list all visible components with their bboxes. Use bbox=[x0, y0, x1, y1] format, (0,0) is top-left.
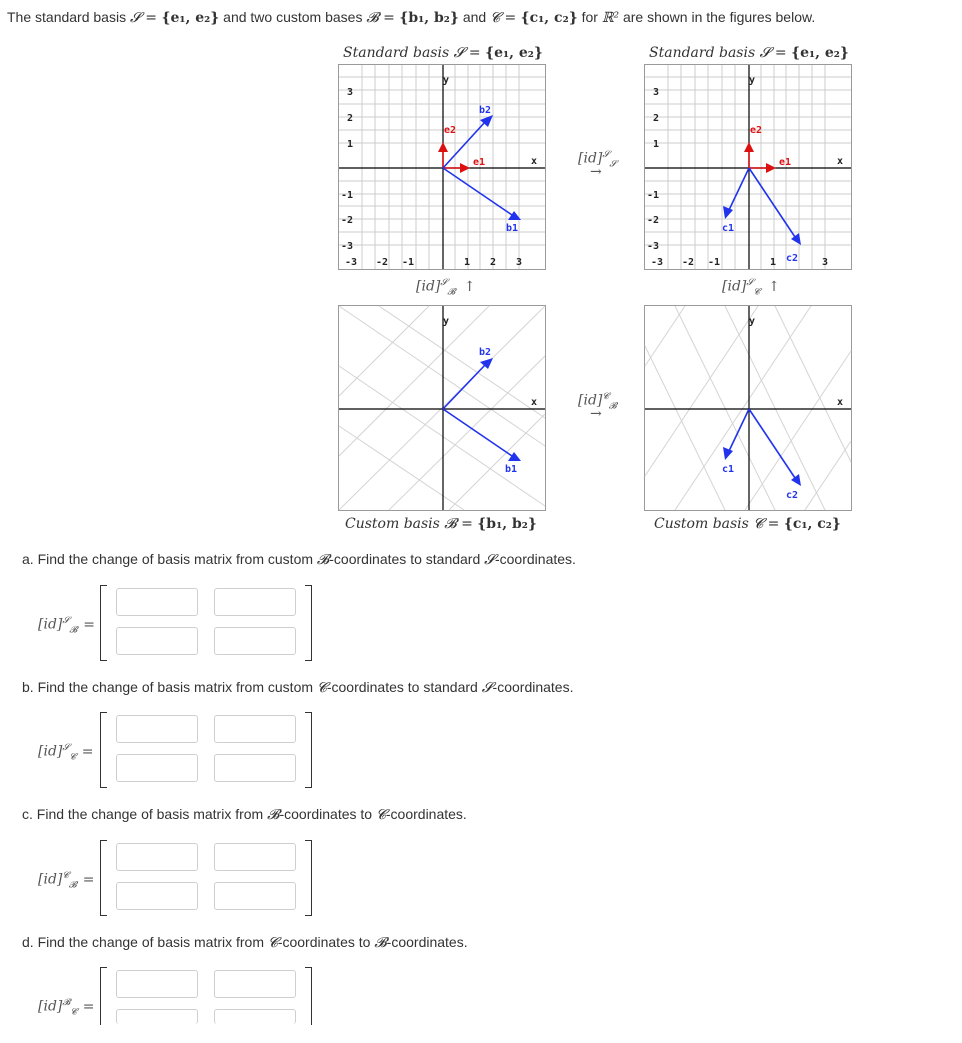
tick-label: 3 bbox=[653, 87, 660, 98]
matrix-d-cell-22[interactable] bbox=[214, 1009, 296, 1024]
matrix-b bbox=[100, 712, 312, 788]
tick-label: -2 bbox=[682, 257, 695, 268]
matrix-b-cell-22[interactable] bbox=[214, 754, 296, 782]
question-c: c. Find the change of basis matrix from 𝓑-coordinates to 𝓒-coordinates. bbox=[22, 806, 467, 823]
intro-math: 𝓢 = bbox=[129, 10, 162, 26]
matrix-bracket-left bbox=[100, 712, 107, 788]
tick-label: 1 bbox=[464, 257, 471, 268]
axis-label-x: x bbox=[837, 397, 844, 408]
tick-label: -1 bbox=[647, 190, 660, 201]
arrow-up-icon: ↑ bbox=[463, 278, 476, 295]
matrix-b-cell-21[interactable] bbox=[116, 754, 198, 782]
matrix-a bbox=[100, 585, 312, 661]
matrix-a-cell-22[interactable] bbox=[214, 627, 296, 655]
vector-label-e2: e2 bbox=[750, 125, 763, 136]
vector-label-c2: c2 bbox=[786, 490, 799, 501]
axis-label-y: y bbox=[443, 316, 450, 327]
intro-math: 𝓒 = bbox=[490, 10, 521, 26]
axis-label-x: x bbox=[837, 156, 844, 167]
arrow-right-icon: → bbox=[590, 164, 602, 180]
matrix-a-cell-11[interactable] bbox=[116, 588, 198, 616]
tick-label: 1 bbox=[770, 257, 777, 268]
tick-label: 2 bbox=[490, 257, 497, 268]
operator-b-to-s: [id]$^𝓢_𝓑$ ↑ bbox=[416, 278, 476, 298]
matrix-c-cell-11[interactable] bbox=[116, 843, 198, 871]
intro-math: {b₁, b₂} bbox=[399, 10, 459, 26]
matrix-a-cell-21[interactable] bbox=[116, 627, 198, 655]
caption-custom-c: Custom basis 𝓒 = {c₁, c₂} bbox=[654, 516, 841, 532]
plot-custom-c bbox=[644, 305, 852, 511]
matrix-d-cell-12[interactable] bbox=[214, 970, 296, 998]
matrix-d-cell-11[interactable] bbox=[116, 970, 198, 998]
question-a: a. Find the change of basis matrix from custom 𝓑-coordinates to standard 𝓢-coordinates. bbox=[22, 551, 576, 568]
matrix-c-cell-12[interactable] bbox=[214, 843, 296, 871]
intro-part: and bbox=[458, 9, 491, 25]
vector-label-c1: c1 bbox=[722, 464, 735, 475]
tick-label: 3 bbox=[516, 257, 523, 268]
vector-label-e1: e1 bbox=[473, 157, 486, 168]
matrix-bracket-right bbox=[305, 967, 312, 1025]
matrix-bracket-right bbox=[305, 712, 312, 788]
matrix-bracket-left bbox=[100, 840, 107, 916]
operator-c-to-s: [id]$^𝓢_𝓒$ ↑ bbox=[722, 278, 780, 298]
question-b: b. Find the change of basis matrix from custom 𝓒-coordinates to standard 𝓢-coordinates. bbox=[22, 679, 574, 696]
intro-text bbox=[7, 9, 815, 26]
axis-label-x: x bbox=[531, 397, 538, 408]
plot-custom-b-svg bbox=[339, 306, 545, 510]
tick-label: 1 bbox=[347, 139, 354, 150]
tick-label: 3 bbox=[347, 87, 354, 98]
arrow-right-icon: → bbox=[590, 406, 602, 422]
matrix-bracket-left bbox=[100, 967, 107, 1025]
plot-custom-c-svg bbox=[645, 306, 851, 510]
tick-label: 2 bbox=[347, 113, 354, 124]
matrix-c bbox=[100, 840, 312, 916]
plot-standard-left-svg bbox=[339, 65, 545, 269]
intro-part: The standard basis bbox=[7, 9, 130, 25]
arrow-up-icon: ↑ bbox=[768, 278, 780, 295]
plot-standard-left bbox=[338, 64, 546, 270]
tick-label: -3 bbox=[341, 241, 354, 252]
matrix-a-cell-12[interactable] bbox=[214, 588, 296, 616]
answer-b-label: [id]$^𝓢_𝓒$ = bbox=[38, 743, 94, 763]
vector-label-b2: b2 bbox=[479, 105, 492, 116]
tick-label: -3 bbox=[345, 257, 358, 268]
intro-math: ℝ² bbox=[601, 10, 620, 26]
plot-custom-b bbox=[338, 305, 546, 511]
axis-label-y: y bbox=[443, 75, 450, 86]
caption-standard-right: Standard basis 𝓢 = {e₁, e₂} bbox=[649, 45, 849, 61]
vector-label-b1: b1 bbox=[505, 464, 518, 475]
tick-label: -2 bbox=[341, 215, 354, 226]
matrix-b-cell-12[interactable] bbox=[214, 715, 296, 743]
plot-standard-right bbox=[644, 64, 852, 270]
tick-label: 2 bbox=[653, 113, 660, 124]
vector-label-b1: b1 bbox=[506, 223, 519, 234]
plot-standard-right-svg bbox=[645, 65, 851, 269]
intro-math: {c₁, c₂} bbox=[520, 10, 578, 26]
tick-label: -2 bbox=[647, 215, 660, 226]
axis-label-y: y bbox=[749, 75, 756, 86]
axis-label-y: y bbox=[749, 316, 756, 327]
matrix-d bbox=[100, 967, 312, 1043]
intro-part: for bbox=[577, 9, 602, 25]
vector-label-e2: e2 bbox=[444, 125, 457, 136]
intro-part: are shown in the figures below. bbox=[619, 9, 816, 25]
answer-c-label: [id]$^𝓒_𝓑$ = bbox=[38, 871, 95, 891]
tick-label: -1 bbox=[341, 190, 354, 201]
operator-b-to-c: [id]$^𝓒_𝓑$ → bbox=[578, 392, 617, 422]
matrix-bracket-right bbox=[305, 585, 312, 661]
tick-label: -1 bbox=[402, 257, 415, 268]
operator-s-to-s: [id]$^𝓢_𝓢$ → bbox=[578, 150, 617, 180]
vector-label-b2: b2 bbox=[479, 347, 492, 358]
tick-label: 3 bbox=[822, 257, 829, 268]
matrix-c-cell-22[interactable] bbox=[214, 882, 296, 910]
matrix-d-cell-21[interactable] bbox=[116, 1009, 198, 1024]
matrix-bracket-left bbox=[100, 585, 107, 661]
intro-math: 𝓑 = bbox=[366, 10, 400, 26]
caption-standard-left: Standard basis 𝓢 = {e₁, e₂} bbox=[343, 45, 543, 61]
intro-math: {e₁, e₂} bbox=[161, 10, 220, 26]
caption-custom-b: Custom basis 𝓑 = {b₁, b₂} bbox=[345, 516, 537, 532]
tick-label: -2 bbox=[376, 257, 389, 268]
matrix-bracket-right bbox=[305, 840, 312, 916]
matrix-b-cell-11[interactable] bbox=[116, 715, 198, 743]
matrix-c-cell-21[interactable] bbox=[116, 882, 198, 910]
intro-part: and two custom bases bbox=[219, 9, 367, 25]
answer-a-label: [id]$^𝓢_𝓑$ = bbox=[38, 616, 96, 636]
tick-label: 1 bbox=[653, 139, 660, 150]
tick-label: -3 bbox=[647, 241, 660, 252]
axis-label-x: x bbox=[531, 156, 538, 167]
tick-label: -1 bbox=[708, 257, 721, 268]
vector-label-c2: c2 bbox=[786, 253, 799, 264]
answer-d-label: [id]$^𝓑_𝓒$ = bbox=[38, 998, 95, 1018]
question-d: d. Find the change of basis matrix from 𝓒-coordinates to 𝓑-coordinates. bbox=[22, 934, 468, 951]
vector-label-e1: e1 bbox=[779, 157, 792, 168]
vector-label-c1: c1 bbox=[722, 223, 735, 234]
tick-label: -3 bbox=[651, 257, 664, 268]
